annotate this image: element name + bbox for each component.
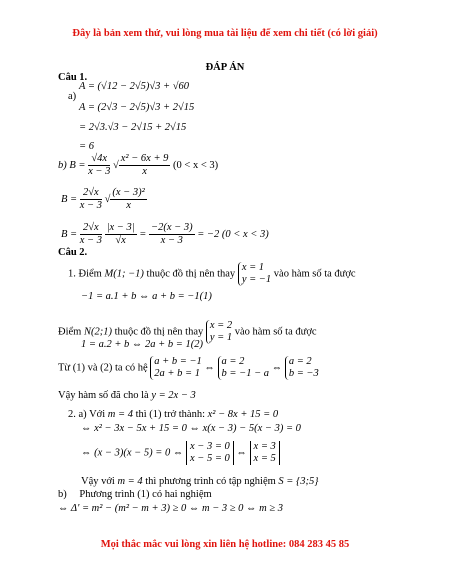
cau2-q2-eq1: x² − 8x + 15 = 0 bbox=[207, 409, 279, 420]
cau1-b3-frac1 bbox=[80, 222, 102, 247]
cau2-p1-eq: −1 = a.1 + b ⇔ a + b = −1(1) bbox=[81, 291, 212, 302]
cau2-p3-sys-b2: b = −1 − a bbox=[221, 368, 270, 379]
cau1-b2-den: x − 3 bbox=[79, 200, 102, 211]
cau2-q2-set: S = {3;5} bbox=[278, 476, 319, 487]
cau1-b3-mid: = bbox=[139, 228, 147, 240]
cau2-q2-concl1: Vậy với bbox=[81, 476, 115, 487]
cau2-p3-system-c bbox=[285, 356, 319, 380]
cau1-b3-end: = −2 (0 < x < 3) bbox=[197, 228, 269, 240]
cau1-b2-num: 2√x bbox=[80, 187, 102, 200]
cau2-p3-system-a bbox=[150, 356, 202, 380]
cau2-p2-text3: vào hàm số ta được bbox=[234, 326, 317, 338]
cau2-q2-concl2: thì phương trình có tập nghiệm bbox=[145, 476, 276, 487]
cau1-a-line2: A = (2√3 − 2√5)√3 + 2√15 bbox=[79, 102, 195, 113]
header-notice: Đây là bản xem thử, vui lòng mua tài liệu để xem chi tiết (có lời giải) bbox=[72, 28, 378, 39]
cau2-p2-text2: thuộc đồ thị nên thay bbox=[114, 326, 204, 338]
cau1-b1-cond: (0 < x < 3) bbox=[173, 159, 219, 171]
cau1-b2-sqrt-den: x bbox=[126, 200, 131, 211]
cau1-b-line2: B = $\frac{2√x}{x - 3}$ √ $\frac{\text{(x − 3)²}}{x}$ bbox=[61, 187, 145, 211]
cau1-b3-num1: 2√x bbox=[80, 222, 102, 235]
cau2-q2-eq3-line bbox=[81, 441, 280, 465]
cau2-q2-concl bbox=[81, 475, 318, 488]
cau1-b1-num: √4x bbox=[88, 153, 110, 166]
cau1-heading: Câu 1. bbox=[58, 72, 88, 83]
cau1-a-line4: = 6 bbox=[79, 141, 94, 152]
cau2-q2-box2b: x = 5 bbox=[253, 453, 276, 464]
cau2-q2-ref: (1) bbox=[149, 409, 162, 420]
cau1-b1-sqrt-frac bbox=[119, 153, 171, 178]
cau2-p2-text1: Điểm bbox=[58, 326, 82, 338]
cau2-p1-text2: thuộc đồ thị nên thay bbox=[146, 268, 236, 280]
cau1-b3-num2: |x − 3| bbox=[106, 222, 135, 233]
cau1-b2-prefix: B = bbox=[61, 193, 78, 205]
cau2-q2-eq2: ⇔ x² − 3x − 5x + 15 = 0 ⇔ x(x − 3) − 5(x − 3) = 0 bbox=[81, 423, 301, 434]
cau1-b-line1: b) B = $\frac{√4x}{x - 3}$ √ $\frac{\text{x² − 6x + 9}}{x}$ (0 < x < 3) bbox=[58, 153, 219, 177]
cau1-b1-den: x − 3 bbox=[88, 166, 111, 177]
cau2-p3-line bbox=[58, 356, 319, 380]
doc-title: ĐÁP ÁN bbox=[205, 62, 245, 73]
cau2-p1-system bbox=[238, 262, 271, 286]
cau2-p3-sys-a1: a + b = −1 bbox=[154, 356, 202, 367]
cau1-b2-sqrt-frac bbox=[110, 187, 146, 212]
cau2-p3-equiv2: ⇔ bbox=[271, 362, 283, 374]
cau2-p4-line bbox=[58, 389, 196, 402]
cau2-p3-system-b bbox=[218, 356, 270, 380]
cau2-p3-text: Từ (1) và (2) ta có hệ bbox=[58, 362, 148, 374]
cau1-b3-den1: x − 3 bbox=[79, 235, 102, 246]
cau2-q2-concl-m: m = 4 bbox=[117, 476, 143, 487]
cau2-p2-sys1: x = 2 bbox=[209, 320, 233, 331]
cau1-b2-sqrt-num: (x − 3)² bbox=[112, 187, 145, 198]
cau1-b1-sqrt-den: x bbox=[142, 166, 147, 177]
cau1-a-line3: = 2√3.√3 − 2√15 + 2√15 bbox=[79, 122, 187, 133]
cau2-p3-sys-b1: a = 2 bbox=[221, 356, 245, 367]
cau1-a-label: a) bbox=[68, 91, 77, 102]
cau2-q2-box1a: x − 3 = 0 bbox=[189, 441, 230, 452]
cau2-heading: Câu 2. bbox=[58, 247, 88, 258]
cau2-p3-sys-a2: 2a + b = 1 bbox=[154, 368, 200, 379]
cau2-p1-text3: vào hàm số ta được bbox=[273, 268, 356, 280]
cau2-q2-box1b: x − 5 = 0 bbox=[189, 453, 230, 464]
cau2-qb-label: b) bbox=[58, 489, 67, 500]
cau2-q2-text2: thì bbox=[135, 409, 147, 420]
cau1-b-prefix: b) B = bbox=[58, 159, 86, 171]
cau1-b3-frac2 bbox=[105, 222, 137, 247]
cau2-p4-eq: y = 2x − 3 bbox=[151, 390, 196, 401]
cau2-p1-text1: 1. Điểm bbox=[68, 268, 102, 280]
cau2-p3-equiv1: ⇔ bbox=[204, 362, 215, 374]
cau2-qb-eq: ⇔ Δ' = m² − (m² − m + 3) ≥ 0 ⇔ m − 3 ≥ 0 ⇔ m ≥ 3 bbox=[58, 503, 284, 514]
cau2-q2-box2 bbox=[250, 441, 280, 465]
cau2-p2-system bbox=[206, 320, 232, 344]
cau2-p1-point: M(1; −1) bbox=[104, 268, 144, 280]
cau2-p1-line bbox=[68, 262, 356, 286]
cau2-q2-text1: 2. a) Với bbox=[68, 409, 106, 420]
cau1-b3-frac3 bbox=[149, 222, 195, 247]
cau2-q2-equiv: ⇔ bbox=[236, 447, 247, 459]
cau2-p2-eq: 1 = a.2 + b ⇔ 2a + b = 1(2) bbox=[81, 339, 203, 350]
cau2-q2-box2a: x = 3 bbox=[253, 441, 276, 452]
cau2-p1-sys2: y = −1 bbox=[241, 274, 272, 285]
cau1-b3-prefix: B = bbox=[61, 228, 78, 240]
cau2-p2-point: N(2;1) bbox=[83, 326, 112, 338]
cau1-b3-num3: −2(x − 3) bbox=[151, 222, 193, 233]
cau2-p1-sys1: x = 1 bbox=[241, 262, 265, 273]
cau2-qb-text: Phương trình (1) có hai nghiệm bbox=[79, 489, 212, 500]
cau2-q2-box1 bbox=[186, 441, 234, 465]
cau2-p2-sys2: y = 1 bbox=[209, 332, 233, 343]
cau1-b3-den2: √x bbox=[115, 235, 126, 246]
cau1-b2-frac bbox=[80, 187, 102, 212]
cau2-p4-text: Vậy hàm số đã cho là bbox=[58, 390, 149, 401]
cau1-b-line3 bbox=[61, 222, 269, 247]
cau2-qb-line bbox=[58, 488, 212, 501]
cau2-q2-line bbox=[68, 408, 278, 421]
cau1-b1-frac bbox=[88, 153, 110, 178]
cau2-p3-sys-c1: a = 2 bbox=[288, 356, 312, 367]
cau2-q2-m: m = 4 bbox=[107, 409, 133, 420]
cau1-b3-den3: x − 3 bbox=[160, 235, 183, 246]
cau2-q2-text3: trở thành: bbox=[164, 409, 206, 420]
cau2-p3-sys-c2: b = −3 bbox=[288, 368, 319, 379]
cau1-b1-sqrt-num: x² − 6x + 9 bbox=[120, 153, 169, 164]
cau1-a-line1: A = (√12 − 2√5)√3 + √60 bbox=[79, 81, 190, 92]
footer-notice: Mọi thắc mắc vui lòng xin liên hệ hotline: 084 283 45 85 bbox=[100, 539, 350, 550]
cau2-q2-eq3: ⇔ (x − 3)(x − 5) = 0 ⇔ bbox=[81, 447, 184, 459]
